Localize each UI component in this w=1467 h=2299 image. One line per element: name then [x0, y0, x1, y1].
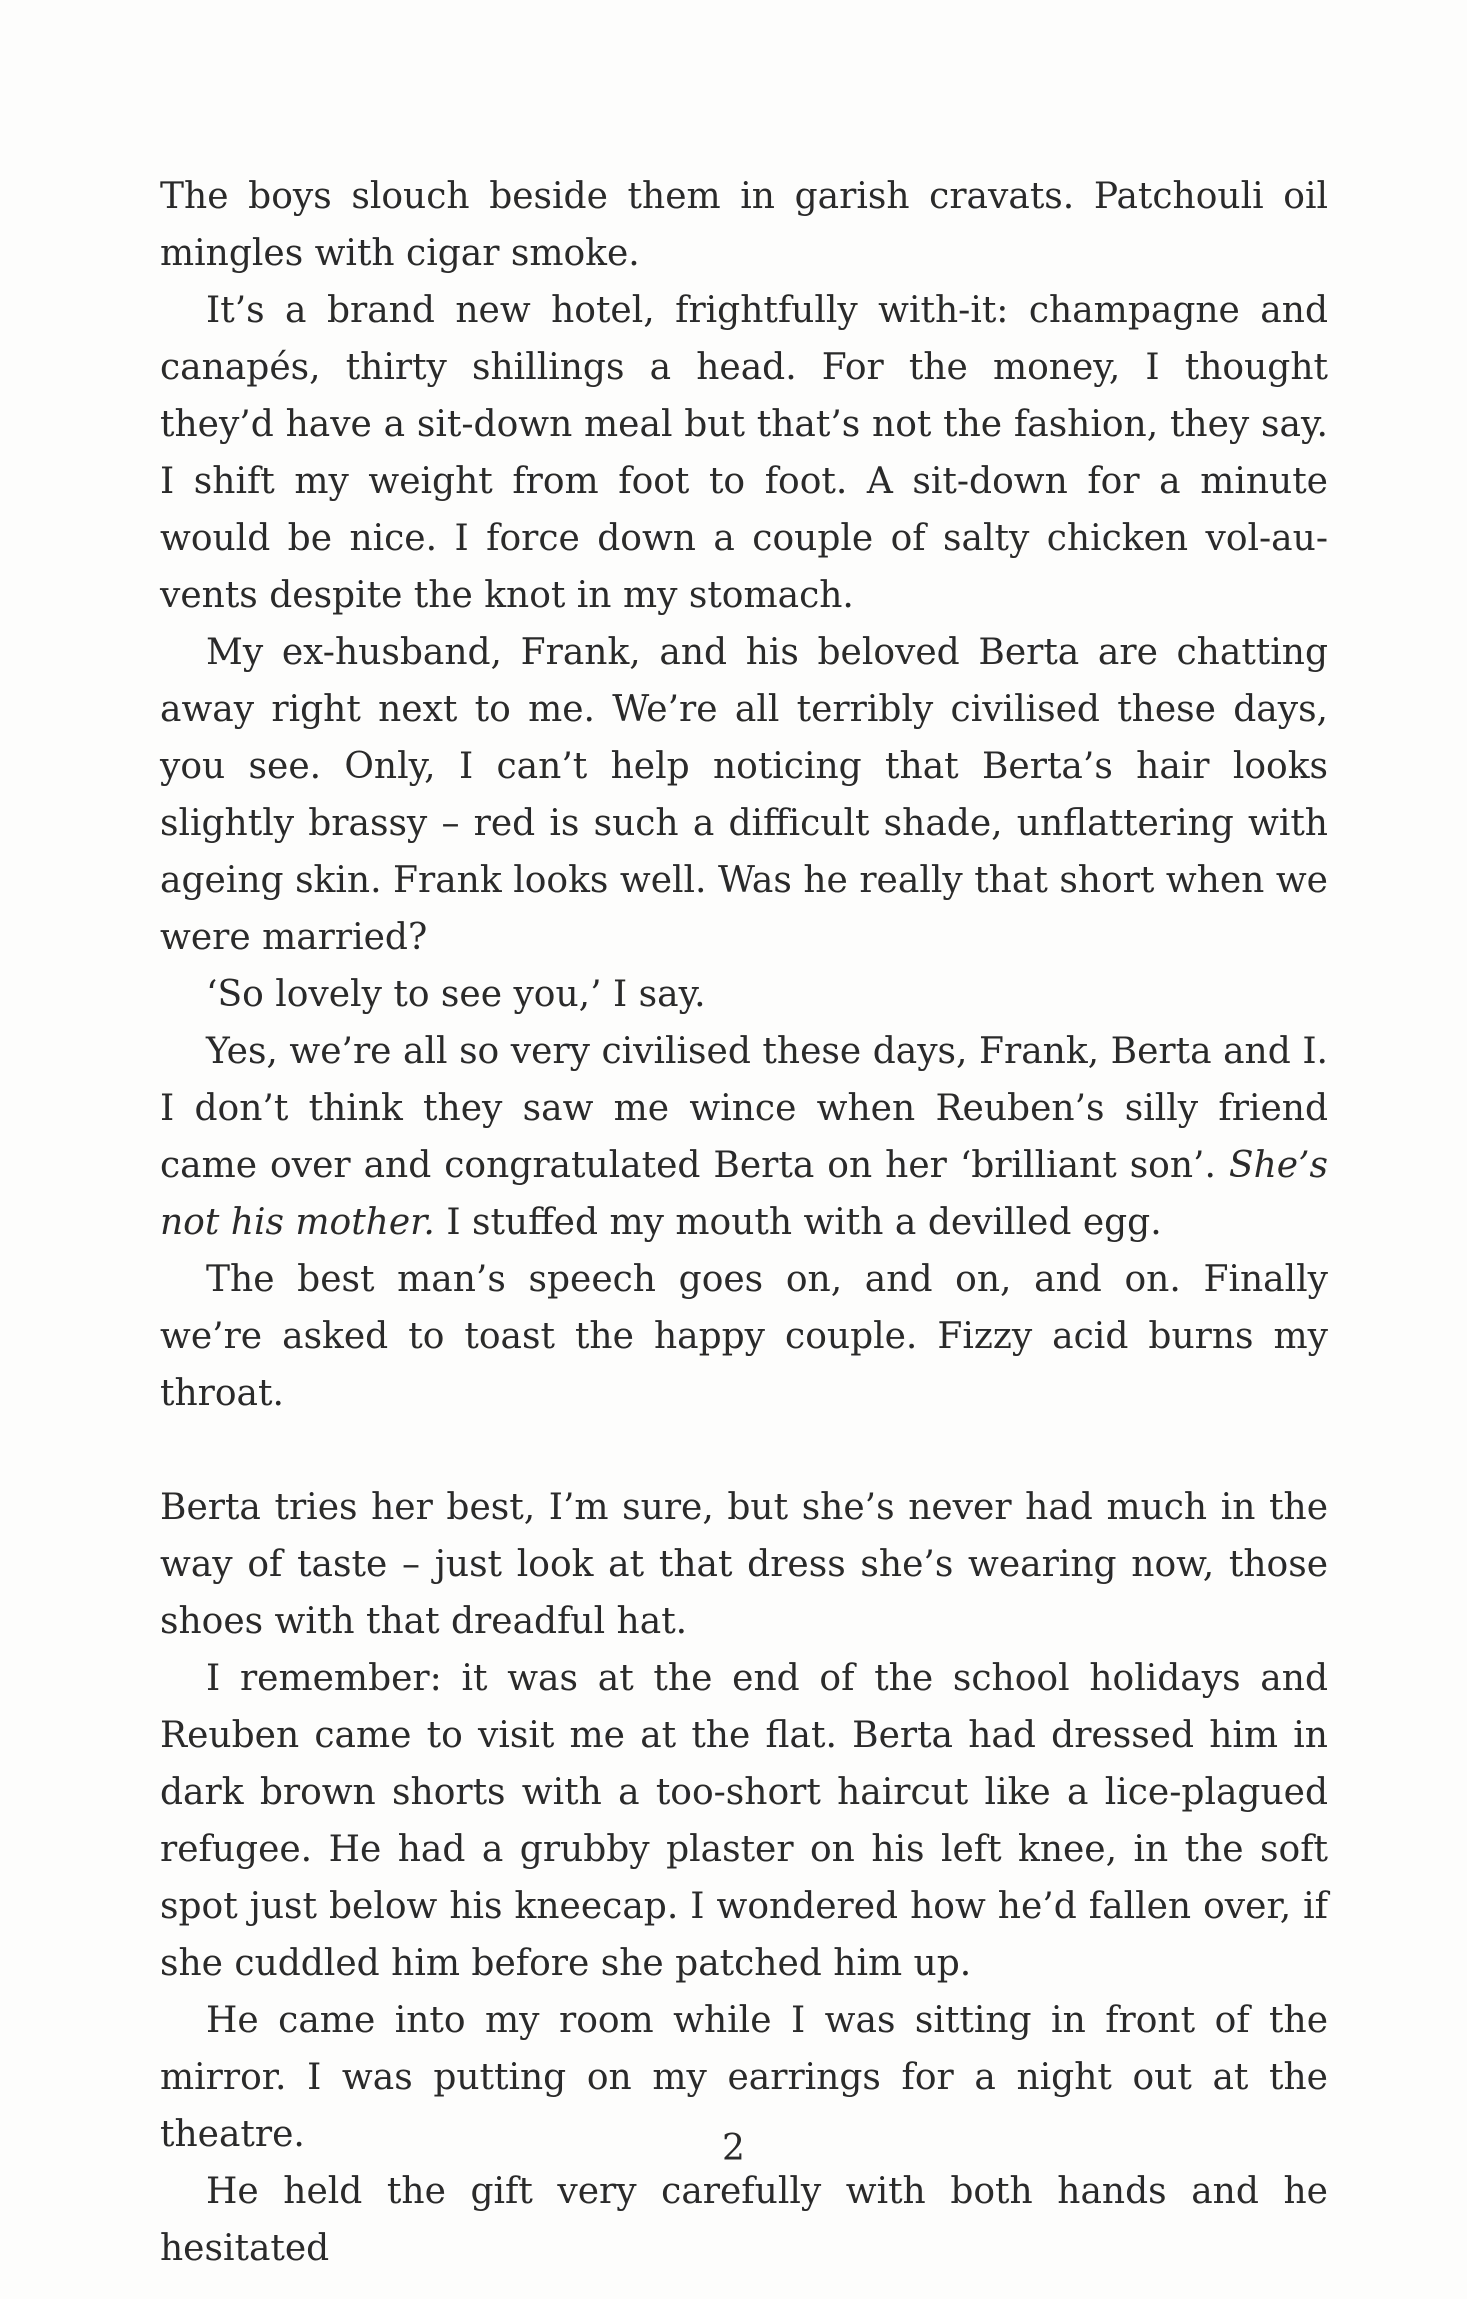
paragraph-10: He held the gift very carefully with both hands and he hesitated	[160, 2171, 1328, 2269]
paragraph-8: I remember: it was at the end of the school holidays and Reuben came to visit me at the flat. Berta had dressed him in dark brown shorts with a too-short haircut like a lice-plagued refugee. He had a grubby plaster on his left knee, in the soft spot just below his kneecap. I wondered how he’d fallen over, if she cuddled him before she patched him up.	[160, 1658, 1328, 1984]
body-text	[160, 168, 1328, 2277]
paragraph-5-italic: She’s not his mother.	[160, 1145, 1328, 1243]
paragraph-3: My ex-husband, Frank, and his beloved Berta are chatting away right next to me. We’re all terribly civilised these days, you see. Only, I can’t help noticing that Berta’s hair looks slightly brassy – red is such a difficult shade, unflattering with ageing skin. Frank looks well. Was he really that short when we were married?	[160, 632, 1328, 958]
paragraph-7: Berta tries her best, I’m sure, but she’s never had much in the way of taste – just look at that dress she’s wearing now, those shoes with that dreadful hat.	[160, 1487, 1328, 1642]
paragraph-5-text-after: I stuffed my mouth with a devilled egg.	[446, 1202, 1162, 1243]
paragraph-9: He came into my room while I was sitting in front of the mirror. I was putting on my earrings for a night out at the theatre.	[160, 2000, 1328, 2155]
paragraph-5	[160, 1023, 1328, 1251]
page-number: 2	[722, 2128, 745, 2169]
paragraph-1: The boys slouch beside them in garish cravats. Patchouli oil mingles with cigar smoke.	[160, 176, 1328, 274]
paragraph-2: It’s a brand new hotel, frightfully with-it: champagne and canapés, thirty shillings a head. For the money, I thought they’d have a sit-down meal but that’s not the fashion, they say. I shift my weight from foot to foot. A sit-down for a minute would be nice. I force down a couple of salty chicken vol-au-vents despite the knot in my stomach.	[160, 290, 1328, 616]
paragraph-6: The best man’s speech goes on, and on, and on. Finally we’re asked to toast the happy couple. Fizzy acid burns my throat.	[160, 1259, 1328, 1414]
paragraph-5-text-before: Yes, we’re all so very civilised these days, Frank, Berta and I. I don’t think they saw me wince when Reuben’s silly friend came over and congratulated Berta on her ‘brilliant son’.	[160, 1031, 1328, 1186]
paragraph-4: ‘So lovely to see you,’ I say.	[206, 974, 706, 1015]
